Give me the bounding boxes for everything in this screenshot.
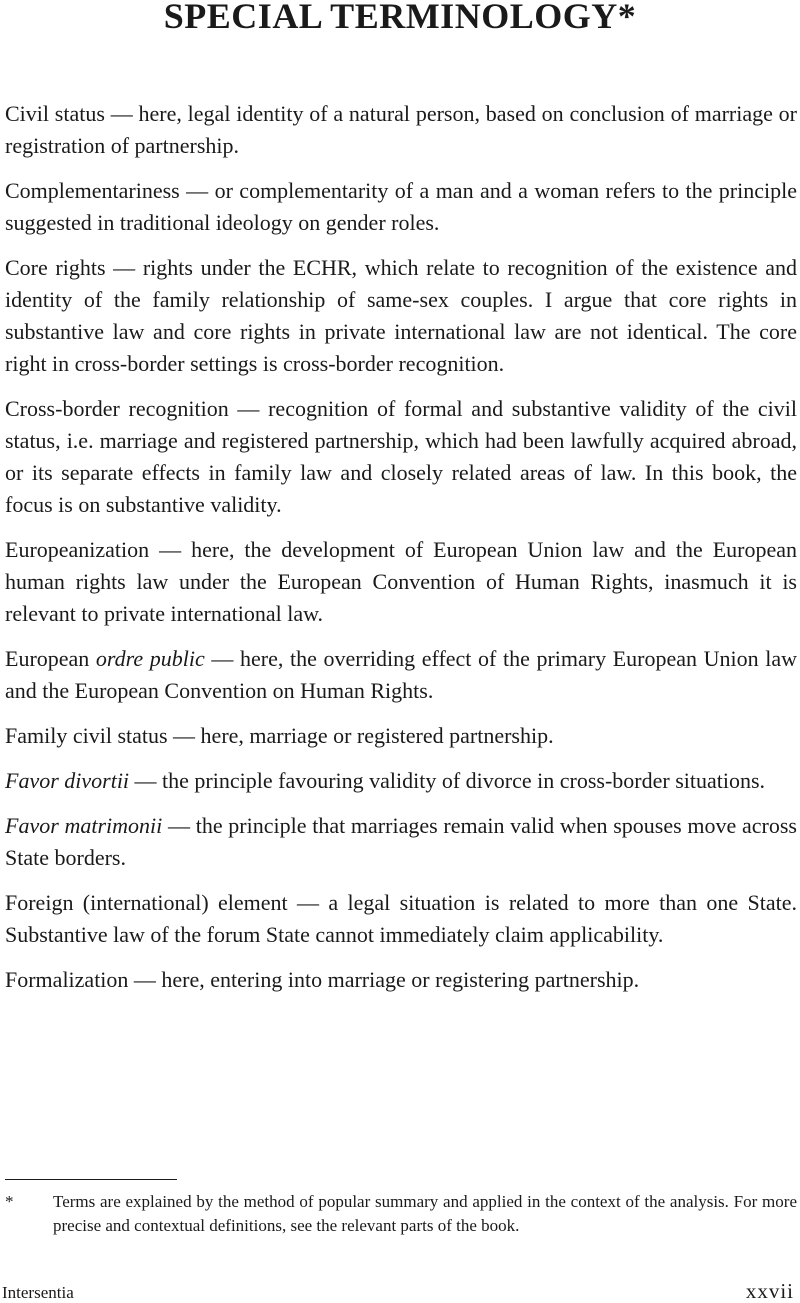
term-entry: Europeanization — here, the development of European Union law and the European human rights law under the European Convention of Human Rights, inasmuch it is relevant to private international law. (5, 537, 797, 626)
term-entry: Favor matrimonii — the principle that marriages remain valid when spouses move across State borders. (5, 813, 797, 870)
term-entry: Formalization — here, entering into marriage or registering partnership. (5, 967, 640, 992)
footnote (5, 1190, 797, 1238)
term-entry: Civil status — here, legal identity of a natural person, based on conclusion of marriage or registration of partnership. (5, 101, 797, 158)
term-entry: Complementariness — or complementarity of a man and a woman refers to the principle suggested in traditional ideology on gender roles. (5, 178, 797, 235)
term-entry: Core rights — rights under the ECHR, which relate to recognition of the existence and identity of the family relationship of same-sex couples. I argue that core rights in substantive law and core rights in private international law are not identical. The core right in cross-border settings is cross-border recognition. (5, 255, 797, 376)
footnote-marker: * (5, 1192, 14, 1211)
page-number: xxvii (745, 1279, 794, 1303)
term-entry: Favor divortii — the principle favouring validity of divorce in cross-border situations. (5, 768, 766, 793)
page-title: SPECIAL TERMINOLOGY* (163, 0, 637, 36)
term-entry: Family civil status — here, marriage or registered partnership. (5, 723, 554, 748)
term-entry: Foreign (international) element — a legal situation is related to more than one State. Substantive law of the forum State cannot immediately claim applicability. (5, 890, 797, 947)
term-entry: Cross-border recognition — recognition of formal and substantive validity of the civil status, i.e. marriage and registered partnership, which had been lawfully acquired abroad, or its separate effects in family law and closely related areas of law. In this book, the focus is on substantive validity. (5, 396, 797, 517)
term-entry: European ordre public — here, the overriding effect of the primary European Union law and the European Convention on Human Rights. (5, 646, 798, 703)
footnote-divider (5, 1179, 177, 1180)
terminology-list (5, 98, 797, 1009)
footnote-text: Terms are explained by the method of popular summary and applied in the context of the analysis. For more precise and contextual definitions, see the relevant parts of the book. (53, 1192, 797, 1235)
footer-publisher: Intersentia (2, 1283, 74, 1302)
